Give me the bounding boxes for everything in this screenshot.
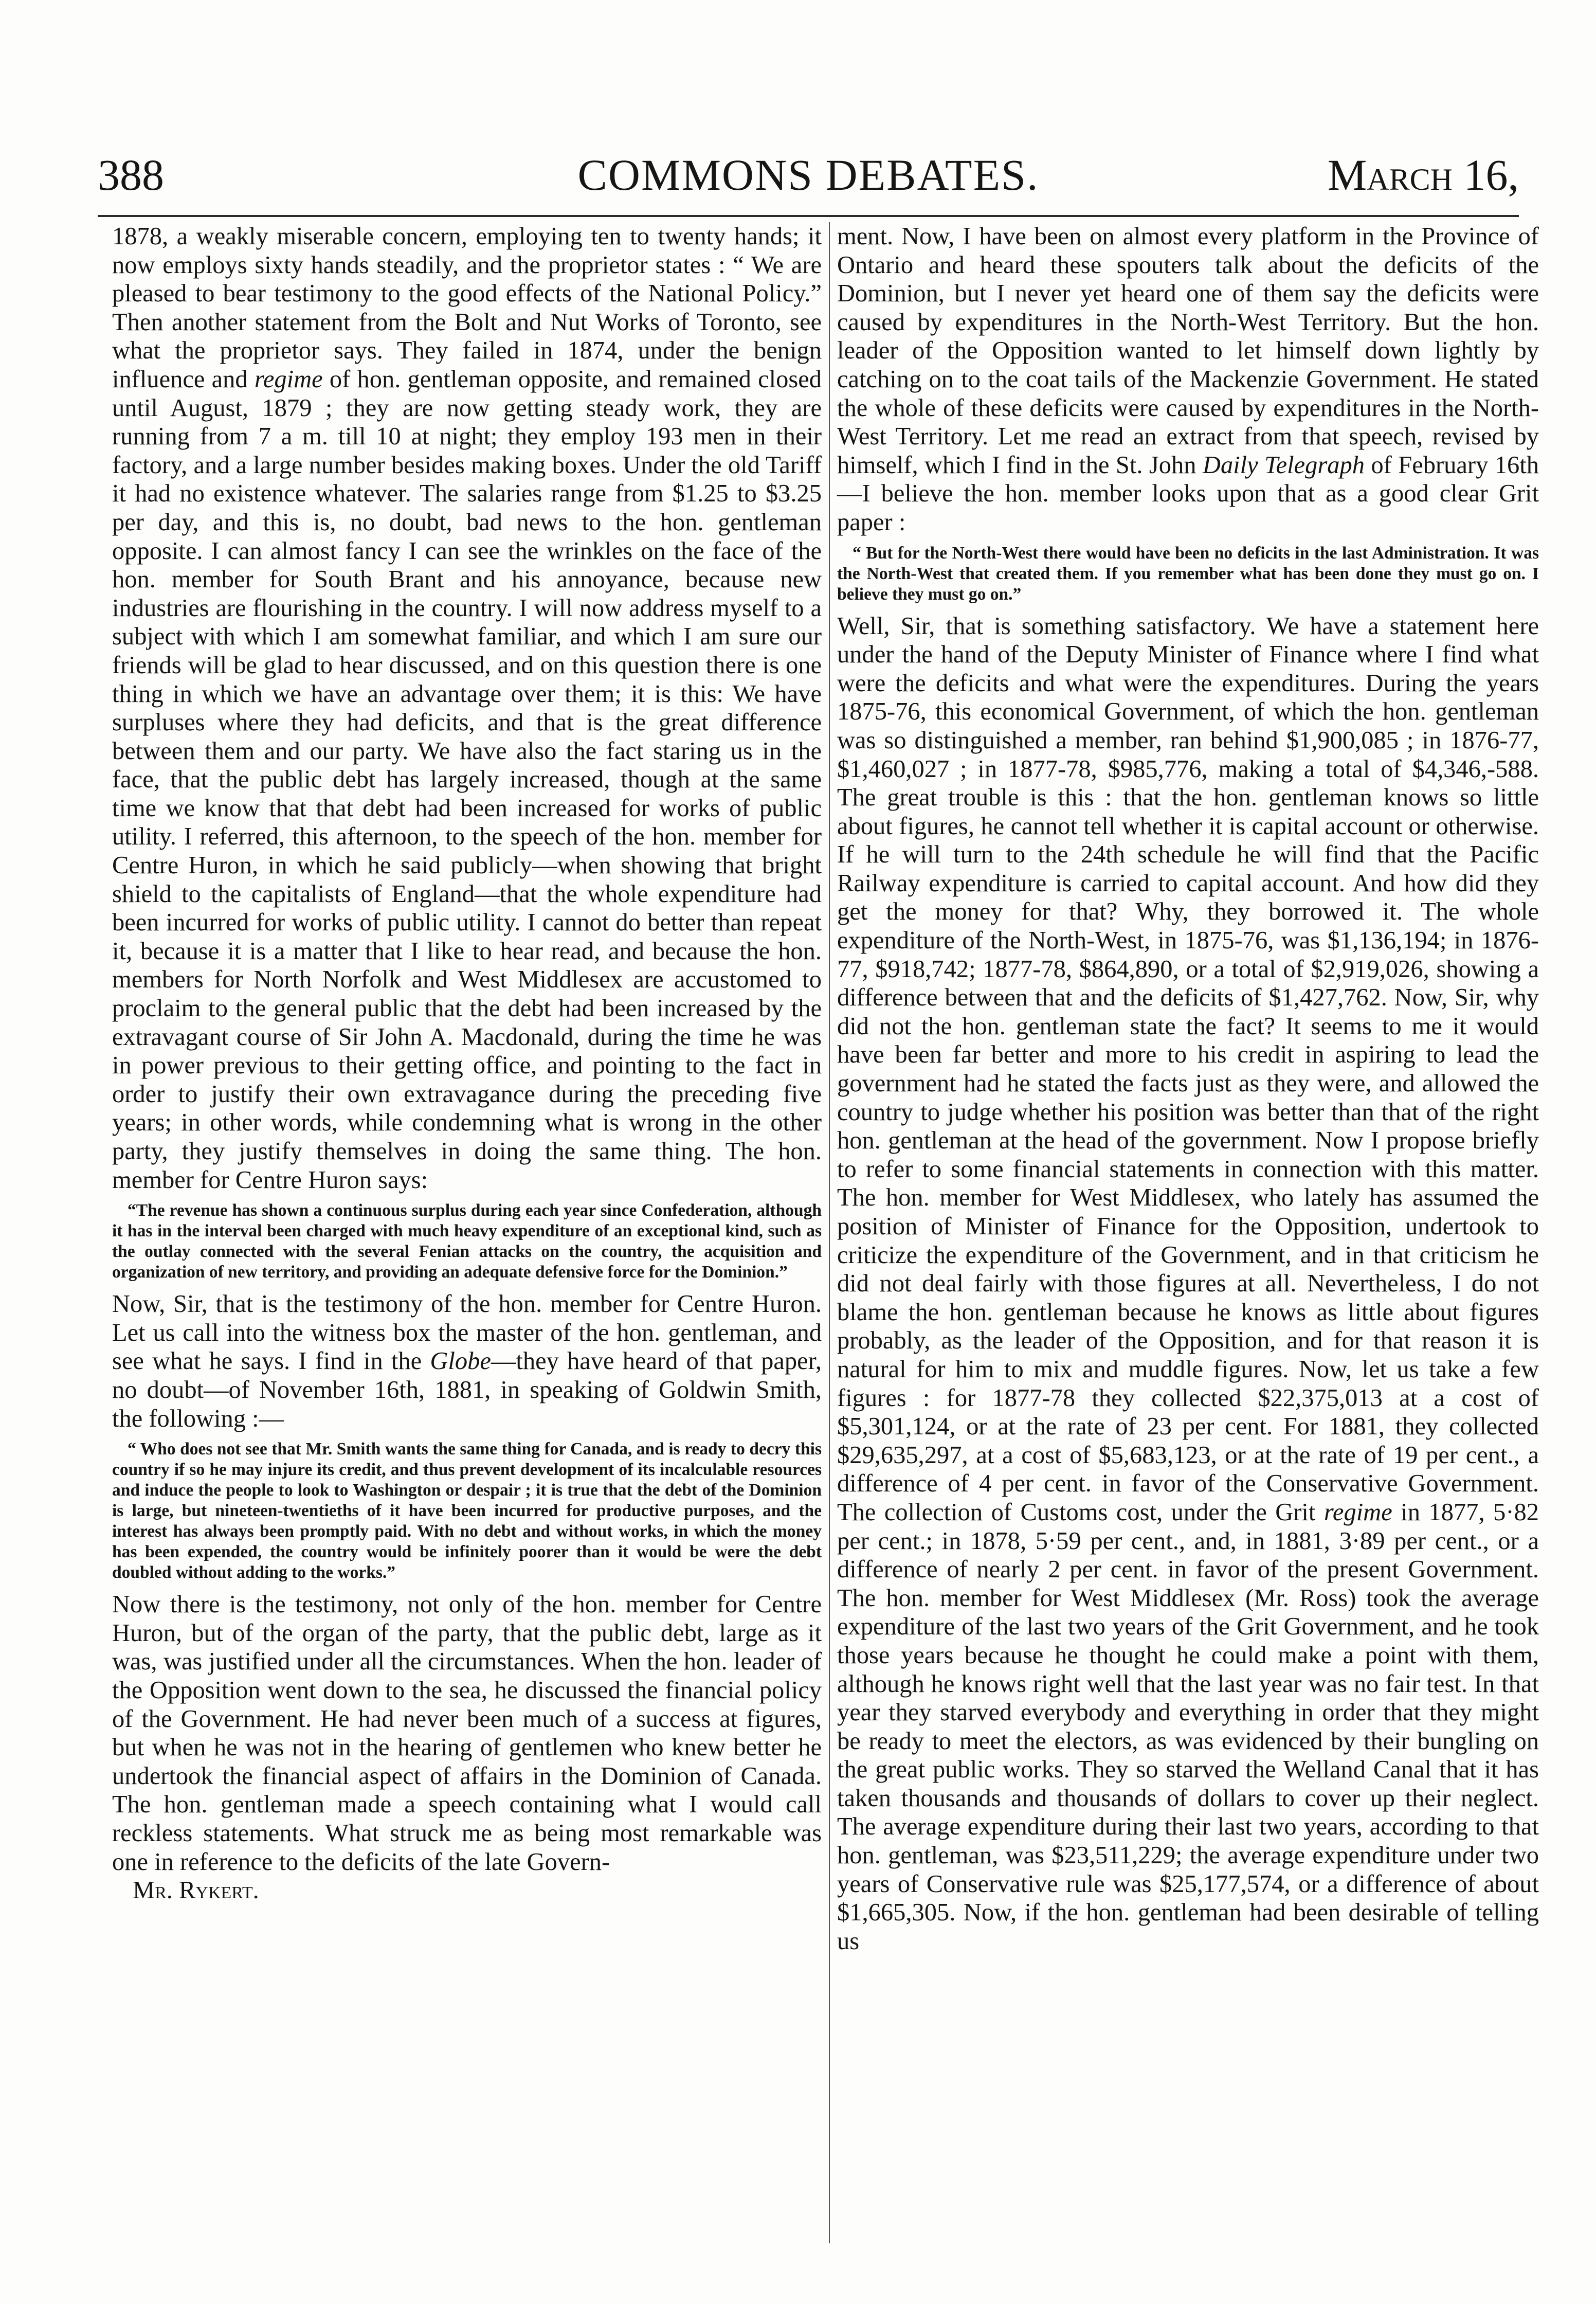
left-p2-text-a: Now, Sir, that is the testimony of the hon. member for Centre Huron. Let us call into the witness box the master of the hon. gentleman, and see what he says. I find in the bbox=[112, 1290, 822, 1375]
right-p1-paper: Daily Telegraph bbox=[1202, 451, 1365, 479]
left-quote-1: “The revenue has shown a continuous surplus during each year since Confederation, although it has in the interval been charged with much heavy expenditure of an exceptional kind, such as the outlay connected with the several Fenian attacks on the country, the acquisition and organization of new territory, and providing an adequate defensive force for the Dominion.” bbox=[112, 1201, 822, 1282]
column-divider bbox=[829, 222, 830, 2243]
header-rule bbox=[98, 215, 1519, 217]
right-p2-text-b: in 1877, 5·82 per cent.; in 1878, 5·59 per cent., and, in 1881, 3·89 per cent., or a difference of nearly 2 per cent. in favor of the present Government. The hon. member for West Middlesex (Mr. Ross) took the average expenditure of the last two years of the Grit Government, and he took those years because he thought he could make a point with them, although he knows right well that the last year was no fair test. In that year they starved everybody and everything in order that they might be ready to meet the electors, as was evidenced by their bungling on the great public works. They so starved the Welland Canal that it has taken thousands and thousands of dollars to cover up their neglect. The average expenditure during their last two years, according to that hon. gentleman, was $23,511,229; the average expenditure under two years of Conservative rule was $25,177,574, or a difference of about $1,665,305. Now, if the hon. gentleman had been desirable of telling us bbox=[837, 1498, 1539, 1955]
page-title: COMMONS DEBATES. bbox=[577, 150, 1039, 200]
right-p1-text-a: ment. Now, I have been on almost every platform in the Province of Ontario and heard these spouters talk about the deficits of the Dominion, but I never yet heard one of them say the deficits were caused by expenditures in the North-West Territory. But the hon. leader of the Opposition wanted to let himself down lightly by catching on to the coat tails of the Mackenzie Government. He stated the whole of these deficits were caused by expenditures in the North-West Territory. Let me read an extract from that speech, revised by himself, which I find in the St. John bbox=[837, 223, 1539, 479]
left-paragraph-1 bbox=[112, 222, 822, 1194]
page-number: 388 bbox=[98, 150, 164, 200]
right-paragraph-2 bbox=[837, 612, 1539, 1956]
left-p2-globe: Globe bbox=[430, 1347, 491, 1375]
right-p2-text-a: Well, Sir, that is something satisfactory. We have a statement here under the hand of the Deputy Minister of Finance where I find what were the deficits and what were the expenditures. During the years 1875-76, this economical Government, of which the hon. gentleman was so distinguished a member, ran behind $1,900,085 ; in 1876-77, $1,460,027 ; in 1877-78, $985,776, making a total of $4,346,-588. The great trouble is this : that the hon. gentleman knows so little about figures, he cannot tell whether it is capital account or otherwise. If he will turn to the 24th schedule he will find that the Pacific Railway expenditure is carried to capital account. And how did they get the money for that? Why, they borrowed it. The whole expenditure of the North-West, in 1875-76, was $1,136,194; in 1876-77, $918,742; 1877-78, $864,890, or a total of $2,919,026, showing a difference between that and the deficits of $1,427,762. Now, Sir, why did not the hon. gentleman state the fact? It seems to me it would have been far better and more to his credit in aspiring to lead the government had he stated the facts just as they were, and allowed the country to judge whether his position was better than that of the right hon. gentleman at the head of the government. Now I propose briefly to refer to some financial statements in connection with this matter. The hon. member for West Middlesex, who lately has assumed the position of Minister of Finance for the Opposition, undertook to criticize the expenditure of the Government, and in that criticism he did not deal fairly with those figures at all. Nevertheless, I do not blame the hon. gentleman because he knows as little about figures probably, as the leader of the Opposition, and for that reason it is natural for him to mix and muddle figures. Now, let us take a few figures : for 1877-78 they collected $22,375,013 at a cost of $5,301,124, or at the rate of 23 per cent. For 1881, they collected $29,635,297, at a cost of $5,683,123, or at the rate of 19 per cent., a difference of 4 per cent. in favor of the Conservative Government. The collection of Customs cost, under the Grit bbox=[837, 612, 1539, 1526]
left-p1-text-b: of hon. gentleman opposite, and remained closed until August, 1879 ; they are now getting steady work, they are running from 7 a m. till 10 at night; they employ 193 men in their factory, and a large number besides making boxes. Under the old Tariff it had no existence whatever. The salaries range from $1.25 to $3.25 per day, and this is, no doubt, bad news to the hon. gentleman opposite. I can almost fancy I can see the wrinkles on the face of the hon. member for South Brant and his annoyance, because new industries are flourishing in the country. I will now address myself to a subject with which I am somewhat familiar, and which I am sure our friends will be glad to hear discussed, and on this question there is one thing in which we have an advantage over them; it is this: We have surpluses where they had deficits, and that is the great difference between them and our party. We have also the fact staring us in the face, that the public debt has largely increased, though at the same time we know that that debt had been increased for works of public utility. I referred, this afternoon, to the speech of the hon. member for Centre Huron, in which he said publicly—when showing that bright shield to the capitalists of England—that the whole expenditure had been incurred for works of public utility. I cannot do better than repeat it, because it is a matter that I like to hear read, and because the hon. members for North Norfolk and West Middlesex are accustomed to proclaim to the general public that the debt had been increased by the extravagant course of Sir John A. Macdonald, during the time he was in power previous to their getting office, and pointing to the fact in order to justify their own extravagance during the preceding five years; in other words, while condemning what is wrong in the other party, they justify themselves in doing the same thing. The hon. member for Centre Huron says: bbox=[112, 365, 822, 1194]
left-column bbox=[112, 222, 822, 1905]
speaker-name: Mr. Rykert. bbox=[133, 1877, 259, 1904]
right-p1-text-b: of February 16th—I believe the hon. member looks upon that as a good clear Grit paper : bbox=[837, 451, 1539, 536]
left-p1-text-a: 1878, a weakly miserable concern, employing ten to twenty hands; it now employs sixty hands steadily, and the proprietor states : “ We are pleased to bear testimony to the good effects of the National Policy.” Then another statement from the Bolt and Nut Works of Toronto, see what the proprietor says. They failed in 1874, under the benign influence and bbox=[112, 223, 822, 393]
page-date: March 16, bbox=[1327, 150, 1519, 200]
right-paragraph-1 bbox=[837, 222, 1539, 537]
left-p2-text-b: —they have heard of that paper, no doubt—of November 16th, 1881, in speaking of Goldwin Smith, the following :— bbox=[112, 1347, 822, 1432]
left-p1-regime: regime bbox=[254, 365, 323, 393]
left-paragraph-3: Now there is the testimony, not only of the hon. member for Centre Huron, but of the organ of the party, that the public debt, large as it was, was justified under all the circumstances. When the hon. leader of the Opposition went down to the sea, he discussed the financial policy of the Government. He had never been much of a success at figures, but when he was not in the hearing of gentlemen who knew better he undertook the financial aspect of affairs in the Dominion of Canada. The hon. gentleman made a speech containing what I would call reckless statements. What struck me as being most remarkable was one in reference to the deficits of the late Govern- bbox=[112, 1591, 822, 1876]
right-column bbox=[837, 222, 1539, 1955]
right-p2-regime: regime bbox=[1323, 1498, 1392, 1526]
left-quote-2: “ Who does not see that Mr. Smith wants the same thing for Canada, and is ready to decry this country if so he may injure its credit, and thus prevent development of its incalculable resources and induce the people to look to Washington or despair ; it is true that the debt of the Dominion is large, but nineteen-twentieths of it have been incurred for productive purposes, and the interest has always been promptly paid. With no debt and without works, in which the money has been expended, the country would be infinitely poorer than it would be were the debt doubled without adding to the works.” bbox=[112, 1440, 822, 1582]
right-quote-1: “ But for the North-West there would have been no deficits in the last Administration. It was the North-West that created them. If you remember what has been done they must go on. I believe they must go on.” bbox=[837, 543, 1539, 604]
page-header bbox=[98, 149, 1519, 206]
left-paragraph-2 bbox=[112, 1290, 822, 1433]
